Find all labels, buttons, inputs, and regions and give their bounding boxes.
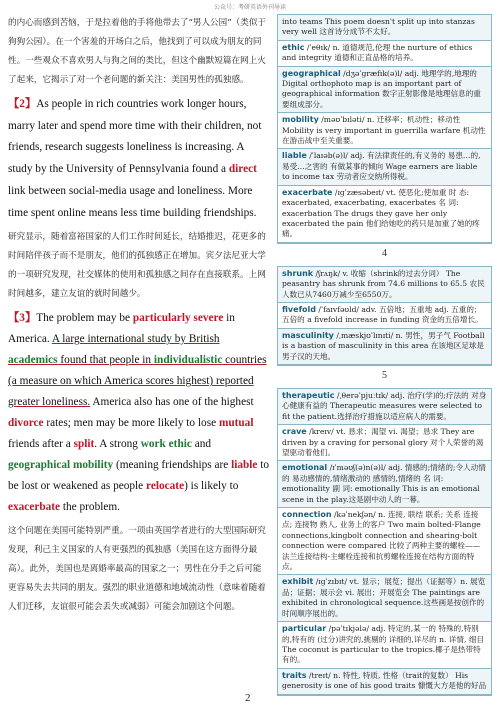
paragraph-2-marker: 【2】 xyxy=(8,98,37,110)
vocab-word: exacerbate xyxy=(282,187,333,197)
page-number: 2 xyxy=(245,692,251,704)
vocab-entry xyxy=(278,186,491,243)
keyword-relocate: relocate xyxy=(146,480,185,493)
vocabulary-column xyxy=(277,14,492,696)
vocab-definition: into teams This poem doesn't split up into stanzas very well 这首诗分成节不太好。 xyxy=(282,17,475,37)
vocab-definition: /pəˈtɪkjələ/ adj. 特定的,某一的 特殊的,特别的,特有的 (过分)讲究的,挑剔的 详细的,详尽的 n. 详情, 细目 The coconut is particular to the tropics.椰子是热带特有的。 xyxy=(282,624,485,665)
vocab-entry xyxy=(278,461,491,508)
p3-text-f: America also has one of the highest xyxy=(90,396,254,409)
p3-text-a: The problem may be xyxy=(36,312,133,325)
vocab-word: exhibit xyxy=(282,577,314,587)
paragraph-1-chinese: 的内心而感到苦恼，于是拉着他的手将他带去了“男人公园”（类似于狗狗公园）。在一个害羞的开场白之后，他找到了可以成为朋友的同性。一些观众不喜欢男人与狗之间的类比，但这个幽默短篇在网上火了起来，它揭示了对一个老问题的新关注：美国男性的孤独感。 xyxy=(8,18,267,85)
vocab-definition: /dʒəˈɡræfɪk(ə)l/ adj. 地理学的,地理的 Digital orthophoto map is an important part of geographical information 数字正射影像是地理信息的重要组成部分。 xyxy=(282,68,481,109)
vocab-word: particular xyxy=(282,624,327,634)
vocab-word: traits xyxy=(282,670,307,680)
paragraph-3-marker: 【3】 xyxy=(8,312,37,325)
p3-text-m: ) is likely to xyxy=(184,480,239,493)
vocab-group-1 xyxy=(277,14,492,244)
keyword-work-ethic: work ethic xyxy=(140,438,192,451)
p3-text-i: . A strong xyxy=(94,438,141,451)
p3-text-b: in America. xyxy=(8,312,235,346)
vocab-definition: /ˈlaɪəb(ə)l/ adj. 有法律责任的,有义务的 易患…的,易受…之害的 有做某事的倾向 Wage earners are liable to income tax 劳动者应交纳所得税。 xyxy=(282,151,481,182)
keyword-liable: liable xyxy=(231,459,258,472)
vocab-definition: /ʃrʌŋk/ v. 收缩（shrink的过去分词） The peasantry has shrunk from 74.6 millions to 65.5 农民人数已从7460万减少至6550万。 xyxy=(282,268,485,299)
vocab-word: shrunk xyxy=(282,268,314,278)
vocab-entry xyxy=(278,41,491,67)
header-note: 公众号：考研英语外刊导读 xyxy=(213,4,286,11)
section-number-4: 4 xyxy=(382,247,387,259)
section-number-5: 5 xyxy=(382,369,387,381)
vocab-entry xyxy=(278,575,491,622)
vocab-definition: /treɪt/ n. 特性, 特质, 性格（trait的复数） His generosity is one of his good traits 慷慨大方是他的好品 xyxy=(282,670,487,691)
vocab-word: emotional xyxy=(282,463,328,473)
vocab-definition: /məʊˈbɪləti/ n. 迁移率；机动性；移动性 Mobility is very important in guerrilla warfare 机动性在游击战中至关重要。 xyxy=(282,115,486,146)
vocab-word: masculinity xyxy=(282,330,334,340)
vocab-definition: /ˈfaɪvfəʊld/ adv. 五倍地；五重地 adj. 五重的；五倍的 a fivefold increase in funding 资金的五倍增长。 xyxy=(282,304,483,325)
vocab-word: therapeutic xyxy=(282,390,335,400)
vocab-definition: /ɪˈməʊʃ(ə)n(ə)l/ adj. 情感的;情绪的;令人动情的 易动感情的,情绪激动的 感情的,情绪的 名 词: emotionality 副 词: emotionally This is an emotional scene in the play.这是剧中动人的一幕。 xyxy=(282,463,486,504)
keyword-academics: academics xyxy=(8,354,58,367)
p3-text-j: and xyxy=(191,438,212,451)
vocab-word: mobility xyxy=(282,115,319,125)
p3-text-k: (meaning friendships are xyxy=(113,459,232,472)
p2-text-a: As people in rich countries work longer hours, marry later and spend more time with their children, not friends, research suggests loneliness is increasing. A study by the University of Pennsylvania found a xyxy=(8,98,262,176)
keyword-particularly-severe: particularly severe xyxy=(132,312,224,325)
paragraph-3-chinese: 这个问题在美国可能特别严重。一项由英国学者进行的大型国际研究发现，利己主义国家的人有更强烈的孤独感（美国在这方面得分最高）。此外，美国也是离婚率最高的国家之一；男性在分手之后可能更容易失去共同的朋友。强烈的职业道德和地域流动性（意味着随着人们迁移，友谊很可能会丢失或减弱）可能会加剧这个问题。 xyxy=(8,526,266,613)
p3-text-h: friends after a xyxy=(8,438,74,451)
vocab-definition: /kreɪv/ vt. 恳求；渴望 vi. 渴望；恳求 They are driven by a craving for personal glory 对个人荣誉的渴望驱动着他们。 xyxy=(282,427,484,457)
vocab-definition: /ɪɡˈzæsəbeɪt/ vt. 使恶化;使加重 时 态: exacerbated, exacerbating, exacerbates 名 词: exacerbation The drugs they gave her only exacerbated the pain 他们给她吃的药只是加重了她的疼痛。 xyxy=(282,187,480,239)
p3-text-g: rates; men may be more likely to lose xyxy=(43,417,219,430)
p3-text-l: to be lost or weakened as people xyxy=(8,459,270,493)
vocab-entry xyxy=(278,267,491,303)
p3-text-e: countries (a measure on which America scores highest) reported greater loneliness. xyxy=(8,354,267,409)
vocab-definition: /ˈeθɪk/ n. 道德规范,伦理 the nurture of ethics and integrity 道德和正直品格的培养。 xyxy=(282,42,473,63)
p3-text-d: found that people in xyxy=(57,354,154,367)
vocab-entry xyxy=(278,113,491,149)
vocab-group-3 xyxy=(277,388,492,696)
keyword-individualistic: individualistic xyxy=(153,354,223,367)
paragraph-2-chinese: 研究显示，随着富裕国家的人们工作时间延长，结婚推迟，花更多的时间陪伴孩子而不是朋友，他们的孤独感正在增加。宾夕法尼亚大学的一项研究发现，社交媒体的使用和孤独感之间存在直接联系。上网时间越多，建立友谊的就时间越少。 xyxy=(8,232,266,300)
p3-text-n: the problem. xyxy=(60,501,120,514)
p2-text-b: link between social-media usage and loneliness. More time spent online means less time building friendships. xyxy=(8,184,257,219)
vocab-definition: /ɪɡˈzɪbɪt/ vt. 显示；展览；提出（证据等）n. 展览品；证据；展示会 vi. 展出；开展览会 The paintings are exhibited in chronological sequence.这些画是按创作的时间顺序展出的。 xyxy=(282,577,486,618)
keyword-split: split xyxy=(73,438,95,451)
vocab-entry xyxy=(278,425,491,461)
vocab-entry xyxy=(278,149,491,185)
vocab-entry xyxy=(278,622,491,669)
vocab-entry xyxy=(278,389,491,425)
vocab-group-2 xyxy=(277,266,492,366)
paragraph-3-english xyxy=(8,308,270,518)
vocab-word: connection xyxy=(282,510,332,520)
vocab-entry xyxy=(278,669,491,695)
vocab-word: liable xyxy=(282,151,307,161)
vocab-definition: /kəˈnekʃən/ n. 连接, 联结 联系; 关系 连接点; 连接物 熟人, 业务上的客户 Two main bolted-Flange connections,kingbolt connection and shearing-bolt connection were compared 比较了两种主要的螺栓——法兰连接结构-主螺栓连接和抗剪螺栓连接在结构方面的特点。 xyxy=(282,510,481,572)
paragraph-2-english xyxy=(8,94,270,224)
vocab-entry xyxy=(278,15,491,41)
keyword-exacerbate: exacerbate xyxy=(8,501,61,514)
vocab-word: geographical xyxy=(282,68,341,78)
vocab-word: crave xyxy=(282,427,307,437)
article-column xyxy=(8,14,270,621)
keyword-divorce: divorce xyxy=(8,417,44,430)
vocab-entry xyxy=(278,67,491,114)
vocab-entry xyxy=(278,303,491,329)
vocab-word: ethic xyxy=(282,42,305,52)
keyword-geographical-mobility: geographical mobility xyxy=(8,459,114,472)
vocab-entry xyxy=(278,508,491,575)
vocab-definition: /ˌmæskjʊˈlɪnɪti/ n. 男性，男子气 Football is a bastion of masculinity in this area 在该地区足球是男子汉的天地。 xyxy=(282,330,485,361)
vocab-word: fivefold xyxy=(282,304,317,314)
keyword-direct: direct xyxy=(228,163,257,176)
p3-text-c: A large international study by British xyxy=(51,333,220,346)
vocab-definition: /ˌθerəˈpjuːtɪk/ adj. 治疗(学)的;疗法的 对身心健康有益的 Therapeutic measures were selected to fit the patient.选择治疗措施以适应病人的需要。 xyxy=(282,390,487,421)
vocab-entry xyxy=(278,329,491,365)
keyword-mutual: mutual xyxy=(218,417,254,430)
